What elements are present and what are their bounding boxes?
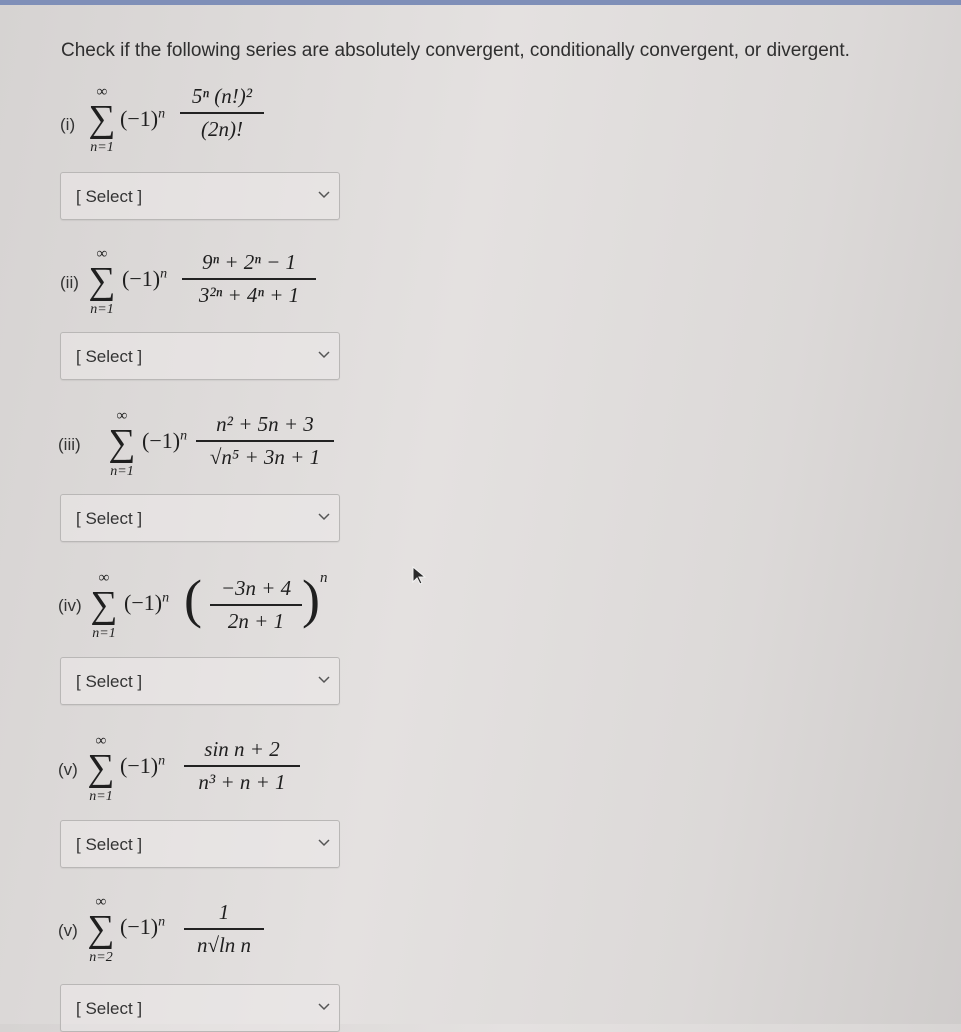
chevron-down-icon [317, 347, 331, 361]
alternating-sign: $(-1)^n$ [120, 753, 166, 778]
outer-exponent: n [320, 570, 328, 586]
alternating-sign: $(-1)^n$ [122, 266, 168, 291]
series-label: (v) [58, 760, 78, 779]
alternating-sign: $(-1)^n$ [124, 590, 170, 615]
series-term-fraction: n² + 5n + 3 √n⁵ + 3n + 1 [196, 412, 334, 470]
answer-select-5[interactable]: [ Select ] [60, 820, 340, 868]
series-label: (iii) [58, 435, 81, 454]
chevron-down-icon [317, 187, 331, 201]
left-paren: ( [184, 569, 202, 629]
answer-select-1[interactable]: [ Select ] [60, 172, 340, 220]
answer-select-3[interactable]: [ Select ] [60, 494, 340, 542]
series-term-fraction: 1 n√ln n [184, 900, 264, 958]
answer-select-4[interactable]: [ Select ] [60, 657, 340, 705]
right-paren: ) [302, 569, 320, 629]
series-label: (v) [58, 921, 78, 940]
series-term-fraction: sin n + 2 n³ + n + 1 [184, 737, 300, 795]
series-term-fraction: 9ⁿ + 2ⁿ − 1 3²ⁿ + 4ⁿ + 1 [182, 250, 316, 308]
chevron-down-icon [317, 835, 331, 849]
answer-select-2[interactable]: [ Select ] [60, 332, 340, 380]
question-text: Check if the following series are absolutely convergent, conditionally convergent, or divergent. [61, 40, 850, 61]
alternating-sign: $(-1)^n$ [142, 428, 188, 453]
alternating-sign: $(-1)^n$ [120, 106, 166, 131]
chevron-down-icon [317, 509, 331, 523]
top-accent-bar [0, 0, 961, 5]
series-label: (iv) [58, 596, 82, 615]
series-label: (ii) [60, 273, 79, 292]
series-term-fraction: 5ⁿ (n!)² (2n)! [180, 84, 264, 142]
alternating-sign: $(-1)^n$ [120, 914, 166, 939]
answer-select-6[interactable]: [ Select ] [60, 984, 340, 1032]
mouse-cursor-icon [411, 566, 427, 586]
chevron-down-icon [317, 672, 331, 686]
chevron-down-icon [317, 999, 331, 1013]
series-term-fraction: −3n + 4 2n + 1 [210, 576, 302, 634]
series-label: (i) [60, 115, 76, 134]
